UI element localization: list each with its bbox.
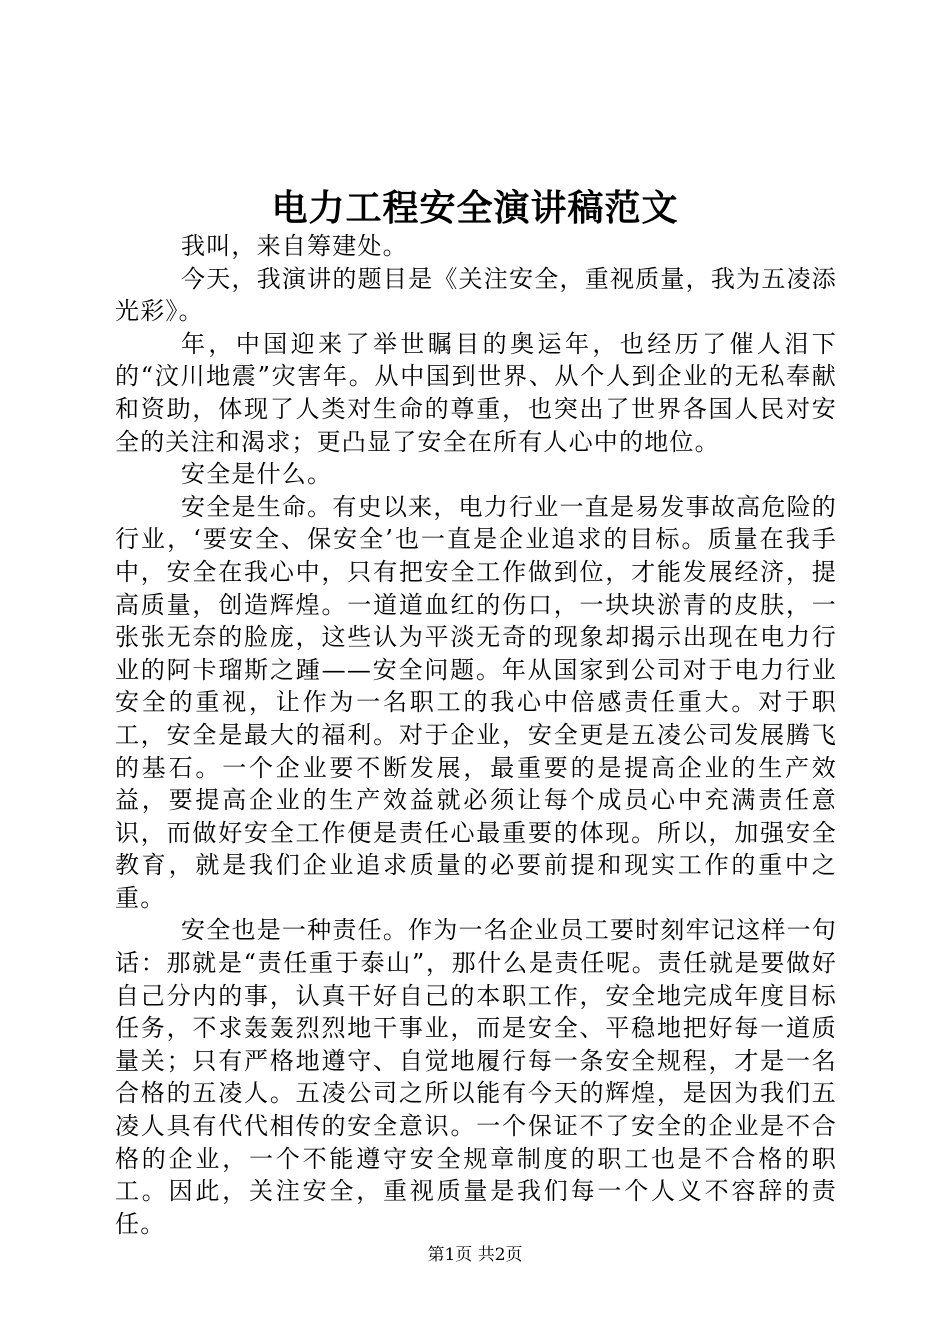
document-body [115,230,837,1240]
page-footer: 第1页 共2页 [427,1245,523,1265]
paragraph-question: 安全是什么。 [181,460,333,489]
paragraph-topic: 今天，我演讲的题目是《关注安全，重视质量，我为五凌添光彩》。 [115,264,837,326]
paragraph-safety-is-life: 安全是生命。有史以来，电力行业一直是易发事故高危险的行业，‘要安全、保安全’也一直是企业追求的目标。质量在我手中，安全在我心中，只有把安全工作做到位，才能发展经济，提高质量，创造辉煌。一道道血红的伤口，一块块淤青的皮肤，一张张无奈的脸庞，这些认为平淡无奇的现象却揭示出现在电力行业的阿卡瑠斯之踵——安全问题。年从国家到公司对于电力行业安全的重视，让作为一名职工的我心中倍感责任重大。对于职工，安全是最大的福利。对于企业，安全更是五凌公司发展腾飞的基石。一个企业要不断发展，最重要的是提高企业的生产效益，要提高企业的生产效益就必须让每个成员心中充满责任意识，而做好安全工作便是责任心最重要的体现。所以，加强安全教育，就是我们企业追求质量的必要前提和现实工作的重中之重。 [115,492,837,912]
paragraph-safety-is-responsibility: 安全也是一种责任。作为一名企业员工要时刻牢记这样一句话：那就是“责任重于泰山”，那什么是责任呢。责任就是要做好自己分内的事，认真干好自己的本职工作，安全地完成年度目标任务，不求轰轰烈烈地干事业，而是安全、平稳地把好每一道质量关；只有严格地遵守、自觉地履行每一条安全规程，才是一名合格的五凌人。五凌公司之所以能有今天的辉煌，是因为我们五凌人具有代代相传的安全意识。一个保证不了安全的企业是不合格的企业，一个不能遵守安全规章制度的职工也是不合格的职工。因此，关注安全，重视质量是我们每一个人义不容辞的责任。 [115,916,837,1238]
paragraph-olympic-year: 年，中国迎来了举世瞩目的奥运年，也经历了催人泪下的“汶川地震”灾害年。从中国到世界、从个人到企业的无私奉献和资助，体现了人类对生命的尊重，也突出了世界各国人民对安全的关注和渴求；更凸显了安全在所有人心中的地位。 [115,329,837,456]
paragraph-intro: 我叫，来自筹建处。 [181,232,408,260]
document-title: 电力工程安全演讲稿范文 [271,187,679,229]
